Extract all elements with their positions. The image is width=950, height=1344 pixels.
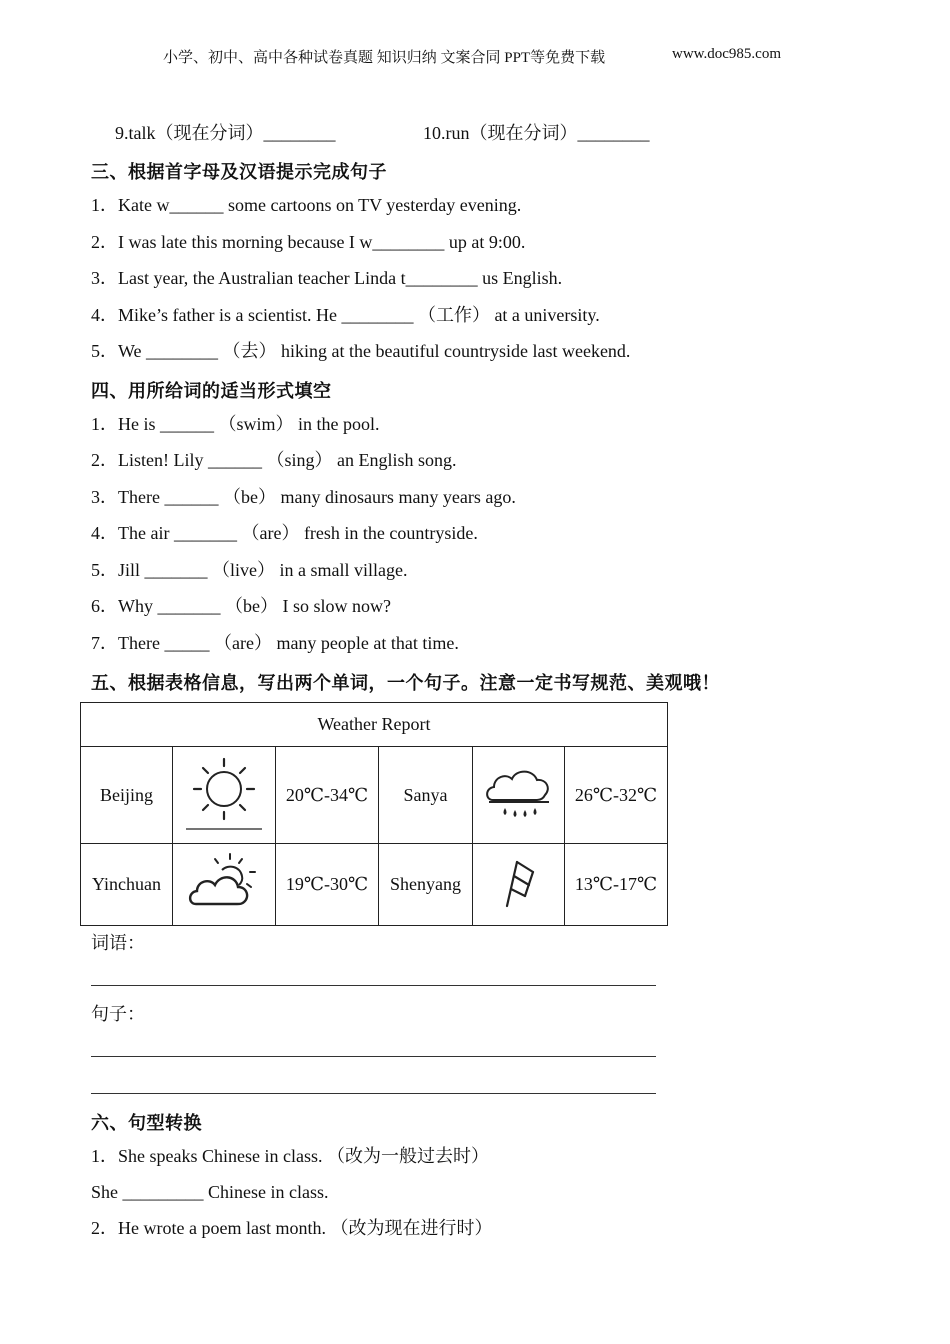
s4-item: 2．Listen! Lily ______ （sing） an English song. <box>91 450 457 470</box>
question-9: 9.talk（现在分词）________ <box>115 123 336 143</box>
rain-cloud-icon <box>479 758 559 828</box>
question-10: 10.run（现在分词）________ <box>423 123 650 143</box>
section-6-title: 六、句型转换 <box>91 1113 202 1134</box>
city-cell: Yinchuan <box>81 844 173 926</box>
s4-item: 1．He is ______ （swim） in the pool. <box>91 414 380 434</box>
weather-icon-cell <box>173 844 276 926</box>
city-cell: Beijing <box>81 747 173 844</box>
answer-line <box>91 985 656 986</box>
site-banner: 小学、初中、高中各种试卷真题 知识归纳 文案合同 PPT等免费下载 <box>163 50 606 66</box>
wind-flag-icon <box>489 852 549 912</box>
s3-item: 3．Last year, the Australian teacher Linda t________ us English. <box>91 268 563 288</box>
site-url: www.doc985.com <box>672 46 782 62</box>
section-3-title: 三、根据首字母及汉语提示完成句子 <box>91 162 387 183</box>
city-cell: Shenyang <box>379 844 473 926</box>
sun-icon <box>179 753 269 833</box>
s6-item: She _________ Chinese in class. <box>91 1182 329 1202</box>
s4-item: 3．There ______ （be） many dinosaurs many years ago. <box>91 487 516 507</box>
table-title: Weather Report <box>81 703 668 747</box>
s4-item: 6．Why _______ （be） I so slow now? <box>91 596 391 616</box>
s3-item: 5．We ________ （去） hiking at the beautiful countryside last weekend. <box>91 341 631 361</box>
temperature-cell: 20℃-34℃ <box>276 747 379 844</box>
weather-icon-cell <box>473 844 565 926</box>
section-5-title: 五、根据表格信息，写出两个单词，一个句子。注意一定书写规范、美观哦！ <box>91 673 720 694</box>
s4-item: 7．There _____ （are） many people at that time. <box>91 633 459 653</box>
temperature-cell: 26℃-32℃ <box>565 747 668 844</box>
s3-item: 2．I was late this morning because I w________ up at 9:00. <box>91 232 526 252</box>
city-cell: Sanya <box>379 747 473 844</box>
s4-item: 4．The air _______ （are） fresh in the countryside. <box>91 523 478 543</box>
answer-line <box>91 1093 656 1094</box>
section-4-title: 四、用所给词的适当形式填空 <box>91 381 332 402</box>
s6-item: 2．He wrote a poem last month. （改为现在进行时） <box>91 1218 493 1238</box>
words-label: 词语： <box>91 933 145 953</box>
s3-item: 1．Kate w______ some cartoons on TV yesterday evening. <box>91 195 522 215</box>
sentence-label: 句子： <box>91 1004 145 1024</box>
weather-icon-cell <box>473 747 565 844</box>
s3-item: 4．Mike’s father is a scientist. He ________ （工作） at a university. <box>91 305 600 325</box>
temperature-cell: 19℃-30℃ <box>276 844 379 926</box>
weather-report-table <box>80 702 668 926</box>
weather-icon-cell <box>173 747 276 844</box>
answer-line <box>91 1056 656 1057</box>
s4-item: 5．Jill _______ （live） in a small village. <box>91 560 408 580</box>
partly-cloudy-icon <box>184 850 264 914</box>
s6-item: 1．She speaks Chinese in class. （改为一般过去时） <box>91 1146 489 1166</box>
temperature-cell: 13℃-17℃ <box>565 844 668 926</box>
